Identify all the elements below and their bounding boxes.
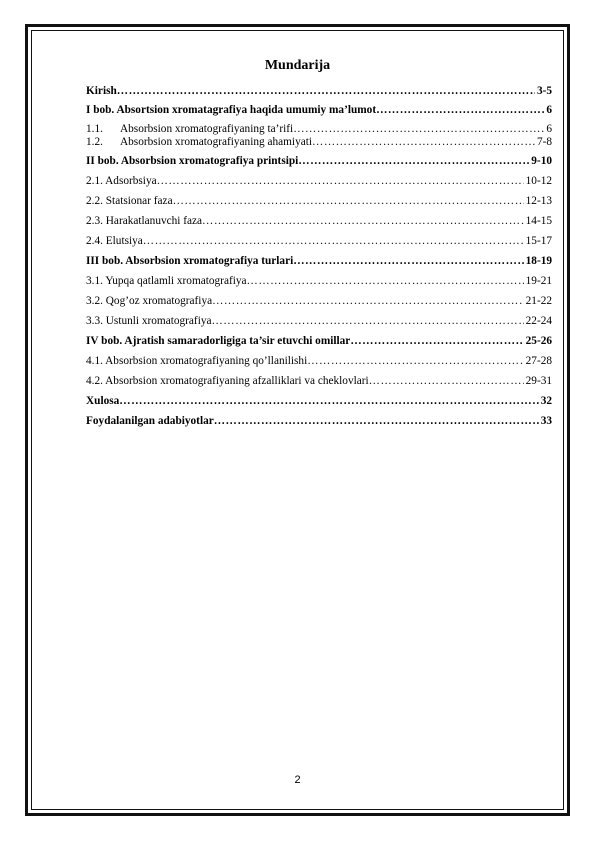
- toc-entry-label: 4.2. Absorbsion xromatografiyaning afzalliklari va cheklovlari: [86, 375, 369, 387]
- toc-entry-label: Foydalanilgan adabiyotlar: [86, 415, 214, 427]
- toc-entry: [86, 195, 552, 207]
- toc-entry-label: Absorbsion xromatografiyaning ta’rifi: [120, 123, 294, 135]
- toc-entry-pages: 6: [546, 123, 552, 135]
- toc-leader-dots: [117, 85, 535, 97]
- toc-entry-pages: 25-26: [525, 335, 552, 347]
- toc-leader-dots: [307, 355, 523, 367]
- toc-entry-pages: 3-5: [536, 85, 552, 97]
- toc-entry-label: IV bob. Ajratish samaradorligiga ta’sir etuvchi omillar: [86, 335, 351, 347]
- toc-entry-pages: 9-10: [531, 155, 552, 167]
- toc-leader-dots: [376, 104, 544, 116]
- toc-entry-label: III bob. Absorbsion xromatografiya turlari: [86, 255, 294, 267]
- toc-entry-label: 3.3. Ustunli xromatografiya: [86, 315, 212, 327]
- page-number: 2: [294, 774, 301, 786]
- toc-entry: [86, 355, 552, 367]
- toc-entry-pages: 29-31: [525, 375, 552, 387]
- toc-entry-label: 2.2. Statsionar faza: [86, 195, 173, 207]
- toc-leader-dots: [119, 395, 538, 407]
- toc-entry: [86, 175, 552, 187]
- toc-entry-label: 2.1. Adsorbsiya: [86, 175, 157, 187]
- toc-leader-dots: [369, 375, 524, 387]
- toc-leader-dots: [214, 415, 539, 427]
- toc-leader-dots: [202, 215, 524, 227]
- toc-leader-dots: [247, 275, 524, 287]
- toc-entry-pages: 21-22: [525, 295, 552, 307]
- toc-entry-pages: 10-12: [525, 175, 552, 187]
- toc-entry: [86, 395, 552, 407]
- toc-entry-number: 1.2.: [86, 136, 103, 148]
- toc-leader-dots: [173, 195, 524, 207]
- toc-entry-pages: 15-17: [525, 235, 552, 247]
- toc-entry-pages: 32: [540, 395, 552, 407]
- toc-entry-label: 3.1. Yupqa qatlamli xromatografiya: [86, 275, 247, 287]
- toc-entry-pages: 22-24: [525, 315, 552, 327]
- toc-entry: [86, 275, 552, 287]
- toc-entry-pages: 27-28: [525, 355, 552, 367]
- toc-entry: [86, 215, 552, 227]
- toc-entry-label: 3.2. Qog’oz xromatografiya: [86, 295, 213, 307]
- toc-entry: [86, 235, 552, 247]
- toc-entry-number: 1.1.: [86, 123, 103, 135]
- toc-leader-dots: [350, 335, 523, 347]
- toc-leader-dots: [312, 136, 535, 148]
- toc-leader-dots: [293, 123, 544, 135]
- table-of-contents: [86, 85, 552, 427]
- toc-title: Mundarija: [264, 58, 331, 73]
- toc-leader-dots: [143, 235, 524, 247]
- toc-entry-label: 4.1. Absorbsion xromatografiyaning qo’llanilishi: [86, 355, 308, 367]
- toc-entry: [86, 104, 552, 116]
- toc-entry-label: Absorbsion xromatografiyaning ahamiyati: [120, 136, 313, 148]
- toc-entry-pages: 7-8: [536, 136, 552, 148]
- toc-entry: [86, 136, 552, 148]
- toc-entry-pages: 19-21: [525, 275, 552, 287]
- toc-leader-dots: [157, 175, 524, 187]
- toc-entry-label: II bob. Absorbsion xromatografiya printsipi: [86, 155, 299, 167]
- toc-entry-label: 2.3. Harakatlanuvchi faza: [86, 215, 203, 227]
- toc-entry-pages: 6: [546, 104, 552, 116]
- toc-entry: [86, 123, 552, 135]
- toc-leader-dots: [212, 295, 524, 307]
- toc-entry: [86, 295, 552, 307]
- toc-entry-label: 2.4. Elutsiya: [86, 235, 143, 247]
- toc-entry-pages: 14-15: [525, 215, 552, 227]
- toc-entry: [86, 85, 552, 97]
- toc-entry-label: Kirish: [86, 85, 117, 97]
- toc-leader-dots: [212, 315, 524, 327]
- toc-entry: [86, 255, 552, 267]
- toc-entry-pages: 18-19: [525, 255, 552, 267]
- toc-entry: [86, 375, 552, 387]
- toc-leader-dots: [298, 155, 529, 167]
- toc-entry: [86, 155, 552, 167]
- toc-entry-label: Xulosa: [86, 395, 120, 407]
- toc-entry-pages: 33: [540, 415, 552, 427]
- toc-entry: [86, 415, 552, 427]
- toc-leader-dots: [293, 255, 523, 267]
- toc-entry-label: I bob. Absortsion xromatagrafiya haqida umumiy ma’lumot: [86, 104, 377, 116]
- toc-entry-pages: 12-13: [525, 195, 552, 207]
- toc-entry: [86, 335, 552, 347]
- toc-entry: [86, 315, 552, 327]
